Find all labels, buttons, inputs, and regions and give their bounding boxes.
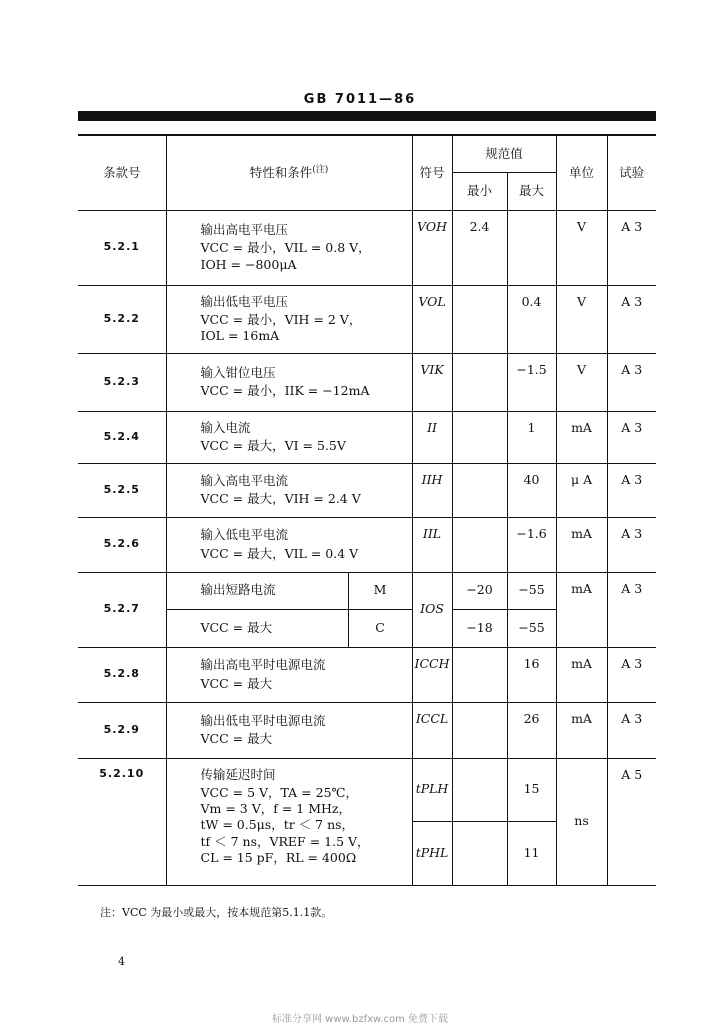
condition-cell [166,463,412,517]
unit-cell: mA [556,702,607,758]
clause-cell: 5.2.5 [78,463,166,517]
max-value: −1.5 [507,353,556,411]
header-characteristics: 特性和条件$^{(注)}$ [166,136,412,210]
condition-line: VCC = 最大，VIH = 2.4 V [200,491,361,506]
unit-cell: V [556,210,607,285]
clause-cell: 5.2.3 [78,353,166,411]
condition-line: VCC = 5 V，TA = 25℃， [200,784,359,800]
symbol-cell: VIK [412,353,452,411]
test-cell: A 3 [607,353,656,411]
condition-cell [166,210,412,285]
min-value [452,353,507,411]
condition-line: VCC = 最小，IIK = −12mA [200,383,370,398]
test-cell: A 5 [607,758,656,885]
header-clause: 条款号 [78,136,166,210]
condition-title: 输出低电平时电源电流 [200,712,326,728]
table-row [78,411,656,463]
max-value: 11 [507,821,556,885]
test-cell: A 3 [607,647,656,702]
header-test: 试验 [607,136,656,210]
condition-title: 输出高电平时电源电流 [200,657,326,673]
condition-cell [166,758,412,885]
header-unit: 单位 [556,136,607,210]
min-value [452,758,507,821]
table-row [78,647,656,702]
unit-cell: ns [556,758,607,885]
clause-cell: 5.2.7 [78,572,166,647]
condition-title: 输入钳位电压 [200,364,276,380]
max-value: −55 [507,609,556,647]
condition-line: Vm = 3 V，f = 1 MHz， [200,801,352,816]
min-value [452,463,507,517]
unit-cell: μ A [556,463,607,517]
max-value: −1.6 [507,517,556,572]
condition-title: 输入电流 [200,419,251,435]
symbol-cell: VOH [412,210,452,285]
symbol-cell: tPLH [412,758,452,821]
condition-title: 输出低电平电压 [200,293,289,309]
min-value [452,647,507,702]
unit-cell: V [556,353,607,411]
unit-cell: mA [556,647,607,702]
condition-line: VCC = 最大，VI = 5.5V [200,438,346,453]
symbol-cell: ICCL [412,702,452,758]
symbol-cell: IIL [412,517,452,572]
test-cell: A 3 [607,285,656,353]
header-symbol: 符号 [412,136,452,210]
symbol-cell: tPHL [412,821,452,885]
page-number: 4 [118,955,125,968]
header-spec: 规范值 [452,136,556,172]
footnote: 注：VCC 为最小或最大，按本规范第5.1.1款。 [100,906,333,919]
condition-line: tf ＜ 7 ns，VREF = 1.5 V， [200,833,370,849]
condition-line: VCC = 最小，VIL = 0.8 V， [200,240,371,256]
symbol-cell: IOS [412,572,452,647]
table-row [78,463,656,517]
header-max: 最大 [507,172,556,210]
max-value: 16 [507,647,556,702]
table-row [78,353,656,411]
condition-cell [166,353,412,411]
min-value: 2.4 [452,210,507,285]
test-cell: A 3 [607,517,656,572]
condition-cell [166,702,412,758]
watermark: 标准分享网 www.bzfxw.com 免费下载 [272,1014,448,1025]
max-value: 15 [507,758,556,821]
condition-line: IOL = 16mA [200,328,280,344]
clause-cell: 5.2.1 [78,210,166,285]
table-row [78,285,656,353]
table-row [78,702,656,758]
unit-cell: mA [556,517,607,572]
spec-table [78,136,656,886]
max-value: 40 [507,463,556,517]
condition-line: VCC = 最大 [166,609,348,647]
clause-cell: 5.2.6 [78,517,166,572]
unit-cell: V [556,285,607,353]
min-value [452,702,507,758]
table-row [78,517,656,572]
symbol-cell: II [412,411,452,463]
header-rule [78,111,656,121]
clause-cell: 5.2.9 [78,702,166,758]
clause-cell: 5.2.8 [78,647,166,702]
max-value: 0.4 [507,285,556,353]
clause-cell: 5.2.10 [78,758,166,885]
min-value: −20 [452,572,507,609]
unit-cell: mA [556,572,607,647]
condition-title: 输入低电平电流 [200,527,289,543]
test-cell: A 3 [607,210,656,285]
condition-line: VCC = 最大 [200,731,273,746]
symbol-cell: IIH [412,463,452,517]
clause-cell: 5.2.4 [78,411,166,463]
max-value: 1 [507,411,556,463]
clause-cell: 5.2.2 [78,285,166,353]
condition-line: VCC = 最大 [200,675,273,691]
header-note-mark: (注) [312,164,329,175]
min-value [452,285,507,353]
symbol-cell: ICCH [412,647,452,702]
condition-line: CL = 15 pF，RL = 400Ω [200,849,357,865]
min-value [452,821,507,885]
min-value [452,517,507,572]
condition-line: tW = 0.5μs，tr ＜ 7 ns， [200,817,355,833]
condition-title: 输出高电平电压 [200,222,289,238]
condition-line: VCC = 最大，VIL = 0.4 V [200,545,359,561]
condition-cell [166,411,412,463]
test-cell: A 3 [607,463,656,517]
document-header: GB 7011—86 [303,92,417,107]
condition-cell [166,285,412,353]
condition-cell [166,647,412,702]
grade-c: C [348,609,412,647]
condition-title: 传输延迟时间 [200,766,276,782]
min-value [452,411,507,463]
condition-line: IOH = −800μA [200,256,297,272]
grade-m: M [348,572,412,609]
condition-line: VCC = 最小，VIH = 2 V， [200,311,362,327]
min-value: −18 [452,609,507,647]
condition-title: 输出短路电流 [166,572,348,609]
condition-cell [166,517,412,572]
test-cell: A 3 [607,572,656,647]
symbol-cell: VOL [412,285,452,353]
unit-cell: mA [556,411,607,463]
test-cell: A 3 [607,702,656,758]
max-value: 26 [507,702,556,758]
table-row [78,210,656,285]
header-min: 最小 [452,172,507,210]
test-cell: A 3 [607,411,656,463]
max-value [507,210,556,285]
max-value: −55 [507,572,556,609]
condition-title: 输入高电平电流 [200,472,289,488]
